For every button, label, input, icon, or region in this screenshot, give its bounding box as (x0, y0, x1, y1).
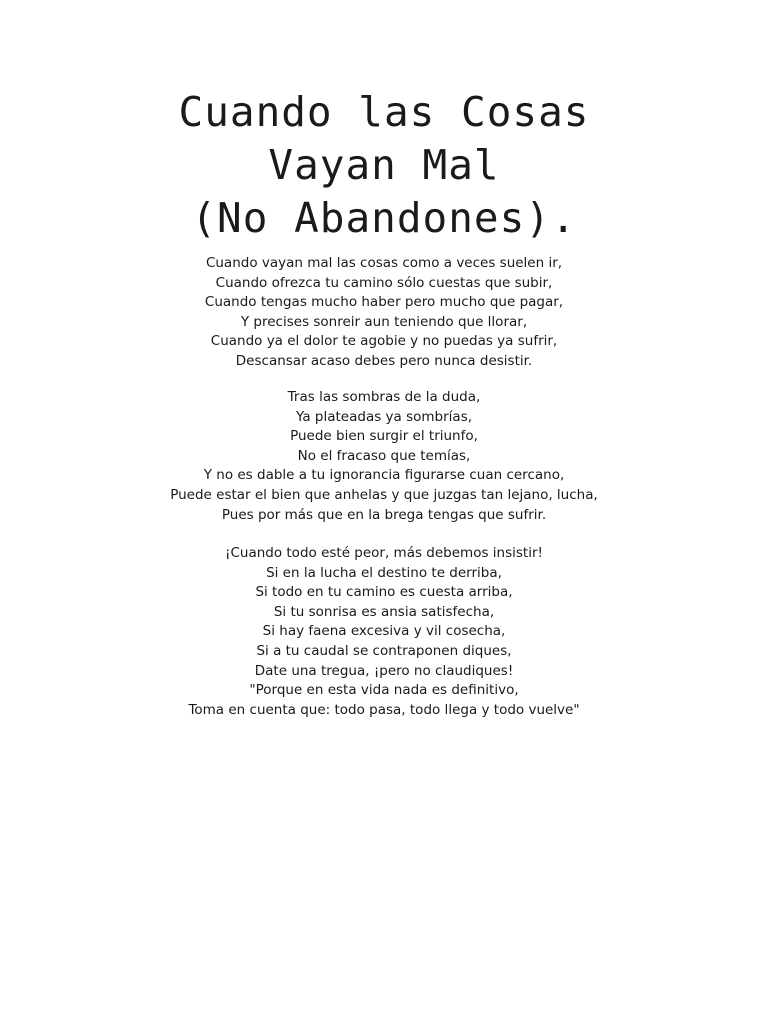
verse-line: Cuando vayan mal las cosas como a veces suelen ir, (205, 255, 563, 271)
verse-line: "Porque en esta vida nada es definitivo, (249, 682, 519, 699)
verse-line: No el fracaso que temías, (297, 447, 471, 464)
verse-line: Cuando ofrezca tu camino sólo cuestas que subir, (215, 274, 553, 291)
verse-line: Cuando ya el dolor te agobie y no puedas ya sufrir, (210, 333, 558, 350)
stanza-1 (0, 254, 768, 372)
verse-line: Puede bien surgir el triunfo, (290, 428, 478, 445)
verse-line: Si tu sonrisa es ansia satisfecha, (273, 603, 495, 620)
verse-line: Si en la lucha el destino te derriba, (266, 564, 502, 581)
verse-line: Si todo en tu camino es cuesta arriba, (255, 584, 513, 601)
verse-line: Toma en cuenta que: todo pasa, todo llega y todo vuelve" (188, 701, 580, 718)
stanza-3 (0, 544, 768, 720)
verse-line: Ya plateadas ya sombrías, (295, 408, 473, 425)
verse-line: Tras las sombras de la duda, (287, 389, 481, 405)
verse-line: Y precises sonreir aun teniendo que llorar, (240, 313, 528, 330)
verse-line: Si a tu caudal se contraponen diques, (256, 642, 512, 659)
verse-line: Descansar acaso debes pero nunca desistir. (235, 352, 533, 369)
title-line: Cuando las Cosas (178, 88, 590, 136)
verse-line: Puede estar el bien que anhelas y que juzgas tan lejano, lucha, (170, 486, 598, 503)
verse-line: ¡Cuando todo esté peor, más debemos insistir! (225, 545, 543, 561)
title-line: Vayan Mal (268, 141, 500, 189)
title-line: (No Abandones). (191, 194, 577, 242)
verse-line: Pues por más que en la brega tengas que sufrir. (221, 506, 547, 523)
verse-line: Si hay faena excesiva y vil cosecha, (262, 623, 506, 640)
poem-title (0, 86, 768, 245)
verse-line: Date una tregua, ¡pero no claudiques! (254, 662, 514, 679)
verse-line: Y no es dable a tu ignorancia figurarse cuan cercano, (203, 467, 565, 484)
verse-line: Cuando tengas mucho haber pero mucho que pagar, (204, 294, 564, 311)
stanza-2 (0, 388, 768, 525)
